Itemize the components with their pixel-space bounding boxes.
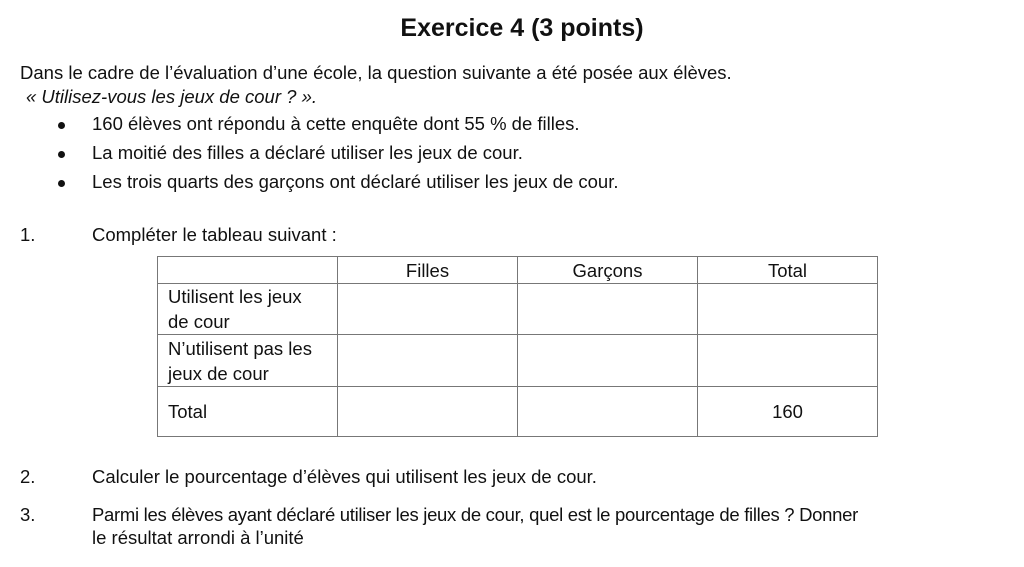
table-cell — [338, 335, 518, 387]
table-cell: 160 — [698, 387, 878, 437]
table-header: Garçons — [518, 257, 698, 284]
table-cell — [698, 284, 878, 335]
table-cell — [338, 387, 518, 437]
bullet-item: La moitié des filles a déclaré utiliser les jeux de cour. — [92, 142, 523, 163]
exercise-title: Exercice 4 (3 points) — [400, 14, 644, 42]
table-cell — [518, 284, 698, 335]
item-number: 2. — [20, 466, 36, 487]
answer-table — [157, 256, 878, 437]
table-header: Total — [698, 257, 878, 284]
bullet-item: 160 élèves ont répondu à cette enquête dont 55 % de filles. — [92, 113, 580, 134]
bullet-icon — [58, 151, 65, 158]
item-number: 1. — [20, 224, 36, 245]
intro-text: Dans le cadre de l’évaluation d’une école, la question suivante a été posée aux élèves. — [20, 62, 732, 83]
bullet-icon — [58, 180, 65, 187]
bullet-icon — [58, 122, 65, 129]
row-label: N’utilisent pas les jeux de cour — [158, 335, 338, 387]
item-text: Calculer le pourcentage d’élèves qui utilisent les jeux de cour. — [92, 466, 597, 487]
table-header-empty — [158, 257, 338, 284]
bullet-item: Les trois quarts des garçons ont déclaré utiliser les jeux de cour. — [92, 171, 619, 192]
item-text: Compléter le tableau suivant : — [92, 224, 337, 245]
item-text-continued: le résultat arrondi à l’unité — [92, 527, 304, 548]
survey-question: « Utilisez-vous les jeux de cour ? ». — [26, 86, 317, 107]
table-cell — [518, 335, 698, 387]
table-header: Filles — [338, 257, 518, 284]
table-cell — [338, 284, 518, 335]
item-text: Parmi les élèves ayant déclaré utiliser les jeux de cour, quel est le pourcentage de filles ? Donner — [92, 504, 858, 525]
row-label: Total — [158, 387, 338, 437]
row-label: Utilisent les jeux de cour — [158, 284, 338, 335]
table-cell — [698, 335, 878, 387]
table-cell — [518, 387, 698, 437]
item-number: 3. — [20, 504, 36, 525]
